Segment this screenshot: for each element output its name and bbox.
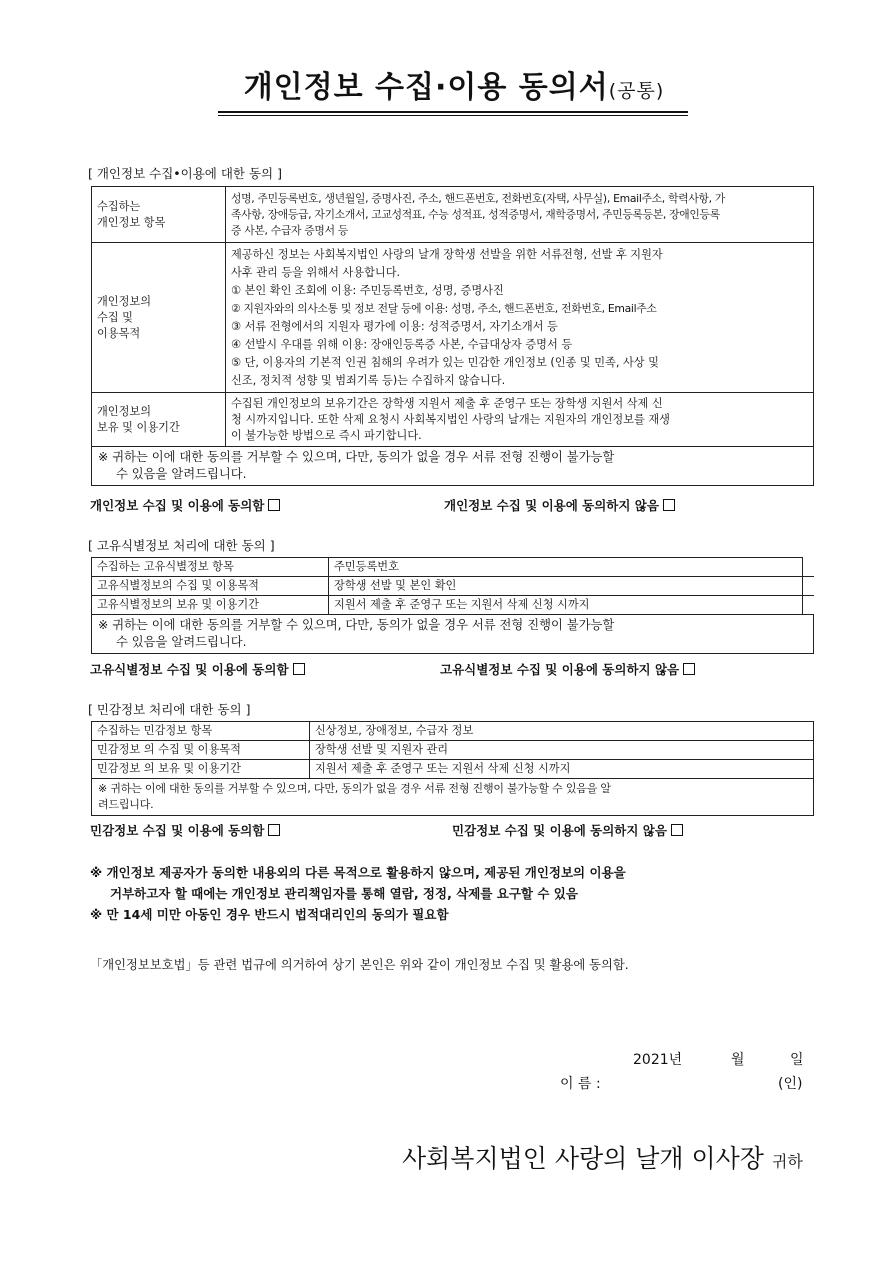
title-suffix: (공통) — [608, 80, 665, 102]
signature-name-label: 이 름 : — [560, 1076, 601, 1092]
sensitive-items-content: 신상정보, 장애정보, 수급자 정보 — [310, 722, 814, 741]
sensitive-agree-option[interactable]: 민감정보 수집 및 이용에 동의함 — [90, 821, 280, 839]
table-row — [92, 558, 814, 577]
personal-purpose-label: 개인정보의 수집 및 이용목적 — [92, 243, 226, 393]
table-row — [92, 722, 814, 741]
personal-agree-checkbox[interactable] — [268, 499, 280, 511]
sensitive-disagree-checkbox[interactable] — [671, 824, 683, 836]
sensitive-items-label: 수집하는 민감정보 항목 — [92, 722, 310, 741]
signature-year: 2021년 — [633, 1052, 683, 1068]
addressee-suffix: 귀하 — [771, 1152, 803, 1171]
personal-note: ※ 귀하는 이에 대한 동의를 거부할 수 있으며, 다만, 동의가 없을 경우 서류 전형 진행이 불가능할 수 있음을 알려드립니다. — [92, 447, 814, 486]
table-row — [92, 447, 814, 486]
unique-note: ※ 귀하는 이에 대한 동의를 거부할 수 있으며, 다만, 동의가 없을 경우 서류 전형 진행이 불가능할 수 있음을 알려드립니다. — [92, 615, 814, 654]
personal-items-content: 성명, 주민등록번호, 생년월일, 증명사진, 주소, 핸드폰번호, 전화번호(자택, 사무실), Email주소, 학력사항, 가 족사항, 장애등급, 자기소개서, 고교성적표, 수능 성적표, 성적증명서, 재학증명서, 주민등록등본, 장애인등록 증 사본, 수급자 증명서 등 — [226, 187, 814, 243]
table-row — [92, 393, 814, 447]
sensitive-purpose-label: 민감정보 의 수집 및 이용목적 — [92, 741, 310, 760]
table-row — [92, 596, 814, 615]
personal-disagree-option[interactable]: 개인정보 수집 및 이용에 동의하지 않음 — [444, 496, 675, 514]
sensitive-note: ※ 귀하는 이에 대한 동의를 거부할 수 있으며, 다만, 동의가 없을 경우 서류 전형 진행이 불가능할 수 있음을 알 려드립니다. — [92, 779, 814, 816]
unique-table — [91, 557, 814, 654]
unique-agree-option[interactable]: 고유식별정보 수집 및 이용에 동의함 — [90, 660, 305, 678]
unique-purpose-content: 장학생 선발 및 본인 확인 — [329, 577, 803, 596]
personal-retention-label: 개인정보의 보유 및 이용기간 — [92, 393, 226, 447]
document-title — [218, 68, 690, 111]
addressee-main: 사회복지법인 사랑의 날개 이사장 — [402, 1144, 764, 1173]
unique-items-content: 주민등록번호 — [329, 558, 803, 577]
addressee — [402, 1139, 803, 1175]
title-underline-thin — [218, 115, 688, 116]
sensitive-retention-label: 민감정보 의 보유 및 이용기간 — [92, 760, 310, 779]
table-row — [92, 577, 814, 596]
table-row — [92, 615, 814, 654]
unique-items-label: 수집하는 고유식별정보 항목 — [92, 558, 329, 577]
consent-statement: 「개인정보보호법」등 관련 법규에 의거하여 상기 본인은 위와 같이 개인정보 수집 및 활용에 동의함. — [90, 958, 629, 972]
title-underline — [218, 111, 688, 113]
personal-purpose-content: 제공하신 정보는 사회복지법인 사랑의 날개 장학생 선발을 위한 서류전형, 선발 후 지원자 사후 관리 등을 위해서 사용합니다. ① 본인 확인 조회에 이용: 주민등록번호, 성명, 증명사진 ② 지원자와의 의사소통 및 정보 전달 등에 이용: 성명, 주소, 핸드폰번호, 전화번호, Email주소 ③ 서류 전형에서의 지원자 평가에 이용: 성적증명서, 자기소개서 등 ④ 선발시 우대를 위해 이용: 장애인등록증 사본, 수급대상자 증명서 등 ⑤ 단, 이용자의 기본적 인권 침해의 우려가 있는 민감한 개인정보 (인종 및 민족, 사상 및 신조, 정치적 성향 및 범죄기록 등)는 수집하지 않습니다. — [226, 243, 814, 393]
table-row — [92, 779, 814, 816]
unique-retention-label: 고유식별정보의 보유 및 이용기간 — [92, 596, 329, 615]
sensitive-retention-content: 지원서 제출 후 준영구 또는 지원서 삭제 신청 시까지 — [310, 760, 814, 779]
unique-retention-content: 지원서 제출 후 준영구 또는 지원서 삭제 신청 시까지 — [329, 596, 803, 615]
table-row — [92, 741, 814, 760]
personal-heading: [ 개인정보 수집•이용에 대한 동의 ] — [88, 166, 282, 181]
signature-day: 일 — [790, 1052, 804, 1068]
table-row — [92, 760, 814, 779]
sensitive-heading: [ 민감정보 처리에 대한 동의 ] — [88, 702, 251, 717]
unique-purpose-label: 고유식별정보의 수집 및 이용목적 — [92, 577, 329, 596]
sensitive-disagree-option[interactable]: 민감정보 수집 및 이용에 동의하지 않음 — [452, 821, 683, 839]
signature-seal: (인) — [778, 1076, 803, 1092]
unique-disagree-option[interactable]: 고유식별정보 수집 및 이용에 동의하지 않음 — [440, 660, 695, 678]
personal-items-label: 수집하는 개인정보 항목 — [92, 187, 226, 243]
table-row — [92, 243, 814, 393]
personal-disagree-checkbox[interactable] — [663, 499, 675, 511]
footnotes: ※ 개인정보 제공자가 동의한 내용외의 다른 목적으로 활용하지 않으며, 제공된 개인정보의 이용을 거부하고자 할 때에는 개인정보 관리책임자를 통해 열람, 정정, 삭제를 요구할 수 있음 ※ 만 14세 미만 아동인 경우 반드시 법적대리인의 동의가 필요함 — [90, 865, 626, 922]
sensitive-table — [91, 721, 814, 816]
unique-disagree-checkbox[interactable] — [683, 663, 695, 675]
unique-heading: [ 고유식별정보 처리에 대한 동의 ] — [88, 538, 275, 553]
unique-agree-checkbox[interactable] — [293, 663, 305, 675]
table-row — [92, 187, 814, 243]
sensitive-purpose-content: 장학생 선발 및 지원자 관리 — [310, 741, 814, 760]
personal-table — [91, 186, 814, 486]
sensitive-agree-checkbox[interactable] — [268, 824, 280, 836]
personal-agree-option[interactable]: 개인정보 수집 및 이용에 동의함 — [90, 496, 280, 514]
title-main: 개인정보 수집·이용 동의서 — [243, 70, 609, 105]
signature-month: 월 — [731, 1052, 745, 1068]
personal-retention-content: 수집된 개인정보의 보유기간은 장학생 지원서 제출 후 준영구 또는 장학생 지원서 삭제 신 청 시까지입니다. 또한 삭제 요청시 사회복지법인 사랑의 날개는 지원자의 개인정보를 재생 이 불가능한 방법으로 즉시 파기합니다. — [226, 393, 814, 447]
